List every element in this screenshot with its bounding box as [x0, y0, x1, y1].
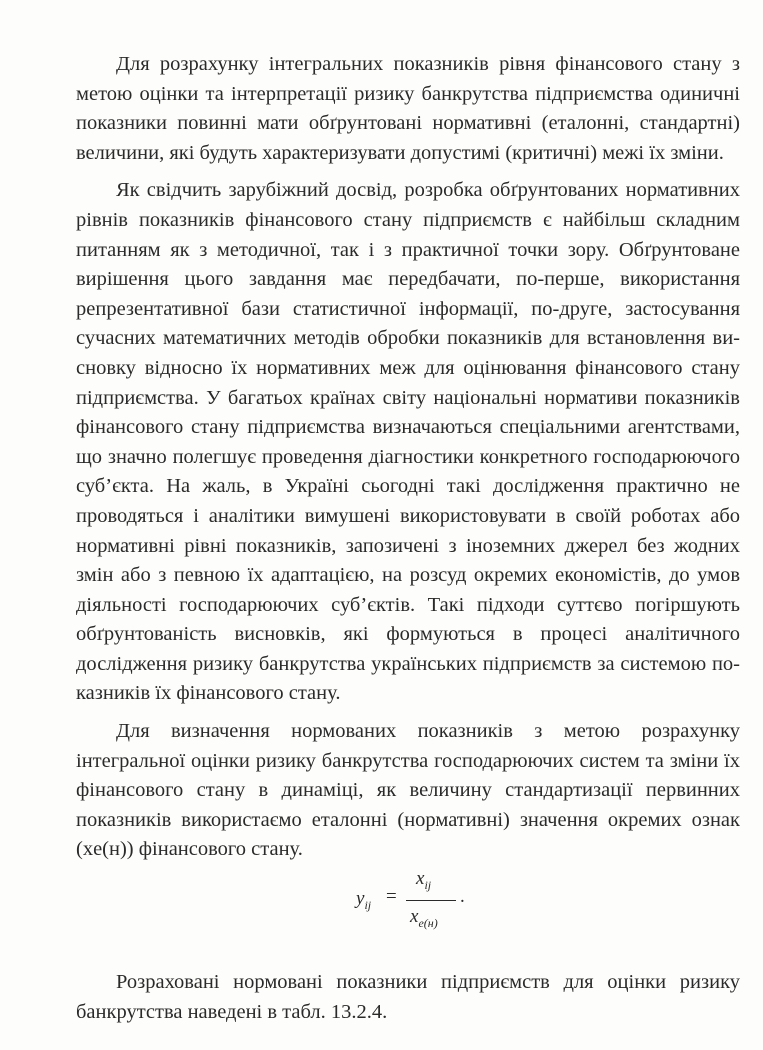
formula-end-dot: . [460, 886, 465, 907]
paragraph-2: Як свідчить зарубіжний досвід, розробка обґрунтованих нормативних рівнів показників фінансового стану підприємств є найбільш складним питанням як з методичної, так і з практичної точки зору. Обґрунтоване вирішення цього завдання має передбачати, по-перше, використання репрезентативної бази статистичної інформації, по-друге, застосування сучасних математичних методів обробки показників для встановлення висновку відносно їх нормативних меж для оцінювання фінансового стану підприємства. У багатьох країнах світу національні нормативи показників фінансового стану підприємства визначаються спеціальними агентствами, що значно полегшує проведення діагностики конкретного господарюючого суб’єкта. На жаль, в Україні сьогодні такі дослідження практично не проводяться і аналітики вимушені використовувати в своїй роботах або нормативні рівні показників, запозичені з іноземних джерел без жодних змін або з певною їх адаптацією, на розсуд окремих економістів, до умов діяльності господарюючих суб’єктів. Такі підходи суттєво погіршують обґрунтованість висновків, які формуються в процесі аналітичного дослідження ризику банкрутства українських підприємств за системою показників їх фінансового стану. [76, 179, 740, 705]
paragraph-3: Для визначення нормованих показників з метою розрахунку інтегральної оцінки ризику банкрутства господарюючих систем та зміни їх фінансового стану в динаміці, як величину стандартизації первинних показників використаємо еталонні (нормативні) значення окремих ознак (xe(н)) фінансового стану. [76, 720, 740, 861]
paragraph-1: Для розрахунку інтегральних показників рівня фінансового стану з метою оцінки та інтерпретації ризику банкрутства підприємства одиничні показники повинні мати обґрунтовані нормативні (еталонні, стандартні) величини, які будуть характеризувати допустимі (критичні) межі їх зміни. [76, 53, 740, 164]
formula-numerator: $x_{ij}$ [416, 868, 432, 892]
formula-denominator: $x_{e(н)}$ [410, 906, 438, 930]
formula-fraction [406, 862, 456, 940]
formula-equals: = [386, 886, 397, 907]
body-text [76, 50, 740, 873]
closing-text [76, 968, 740, 1027]
fraction-bar [406, 900, 456, 901]
normalization-formula [356, 862, 486, 942]
formula-lhs: $y_{ij}$ [356, 888, 372, 912]
closing-paragraph: Розраховані нормовані показники підприємств для оцінки ризику банкрутства наведені в табл. 13.2.4. [76, 971, 740, 1023]
